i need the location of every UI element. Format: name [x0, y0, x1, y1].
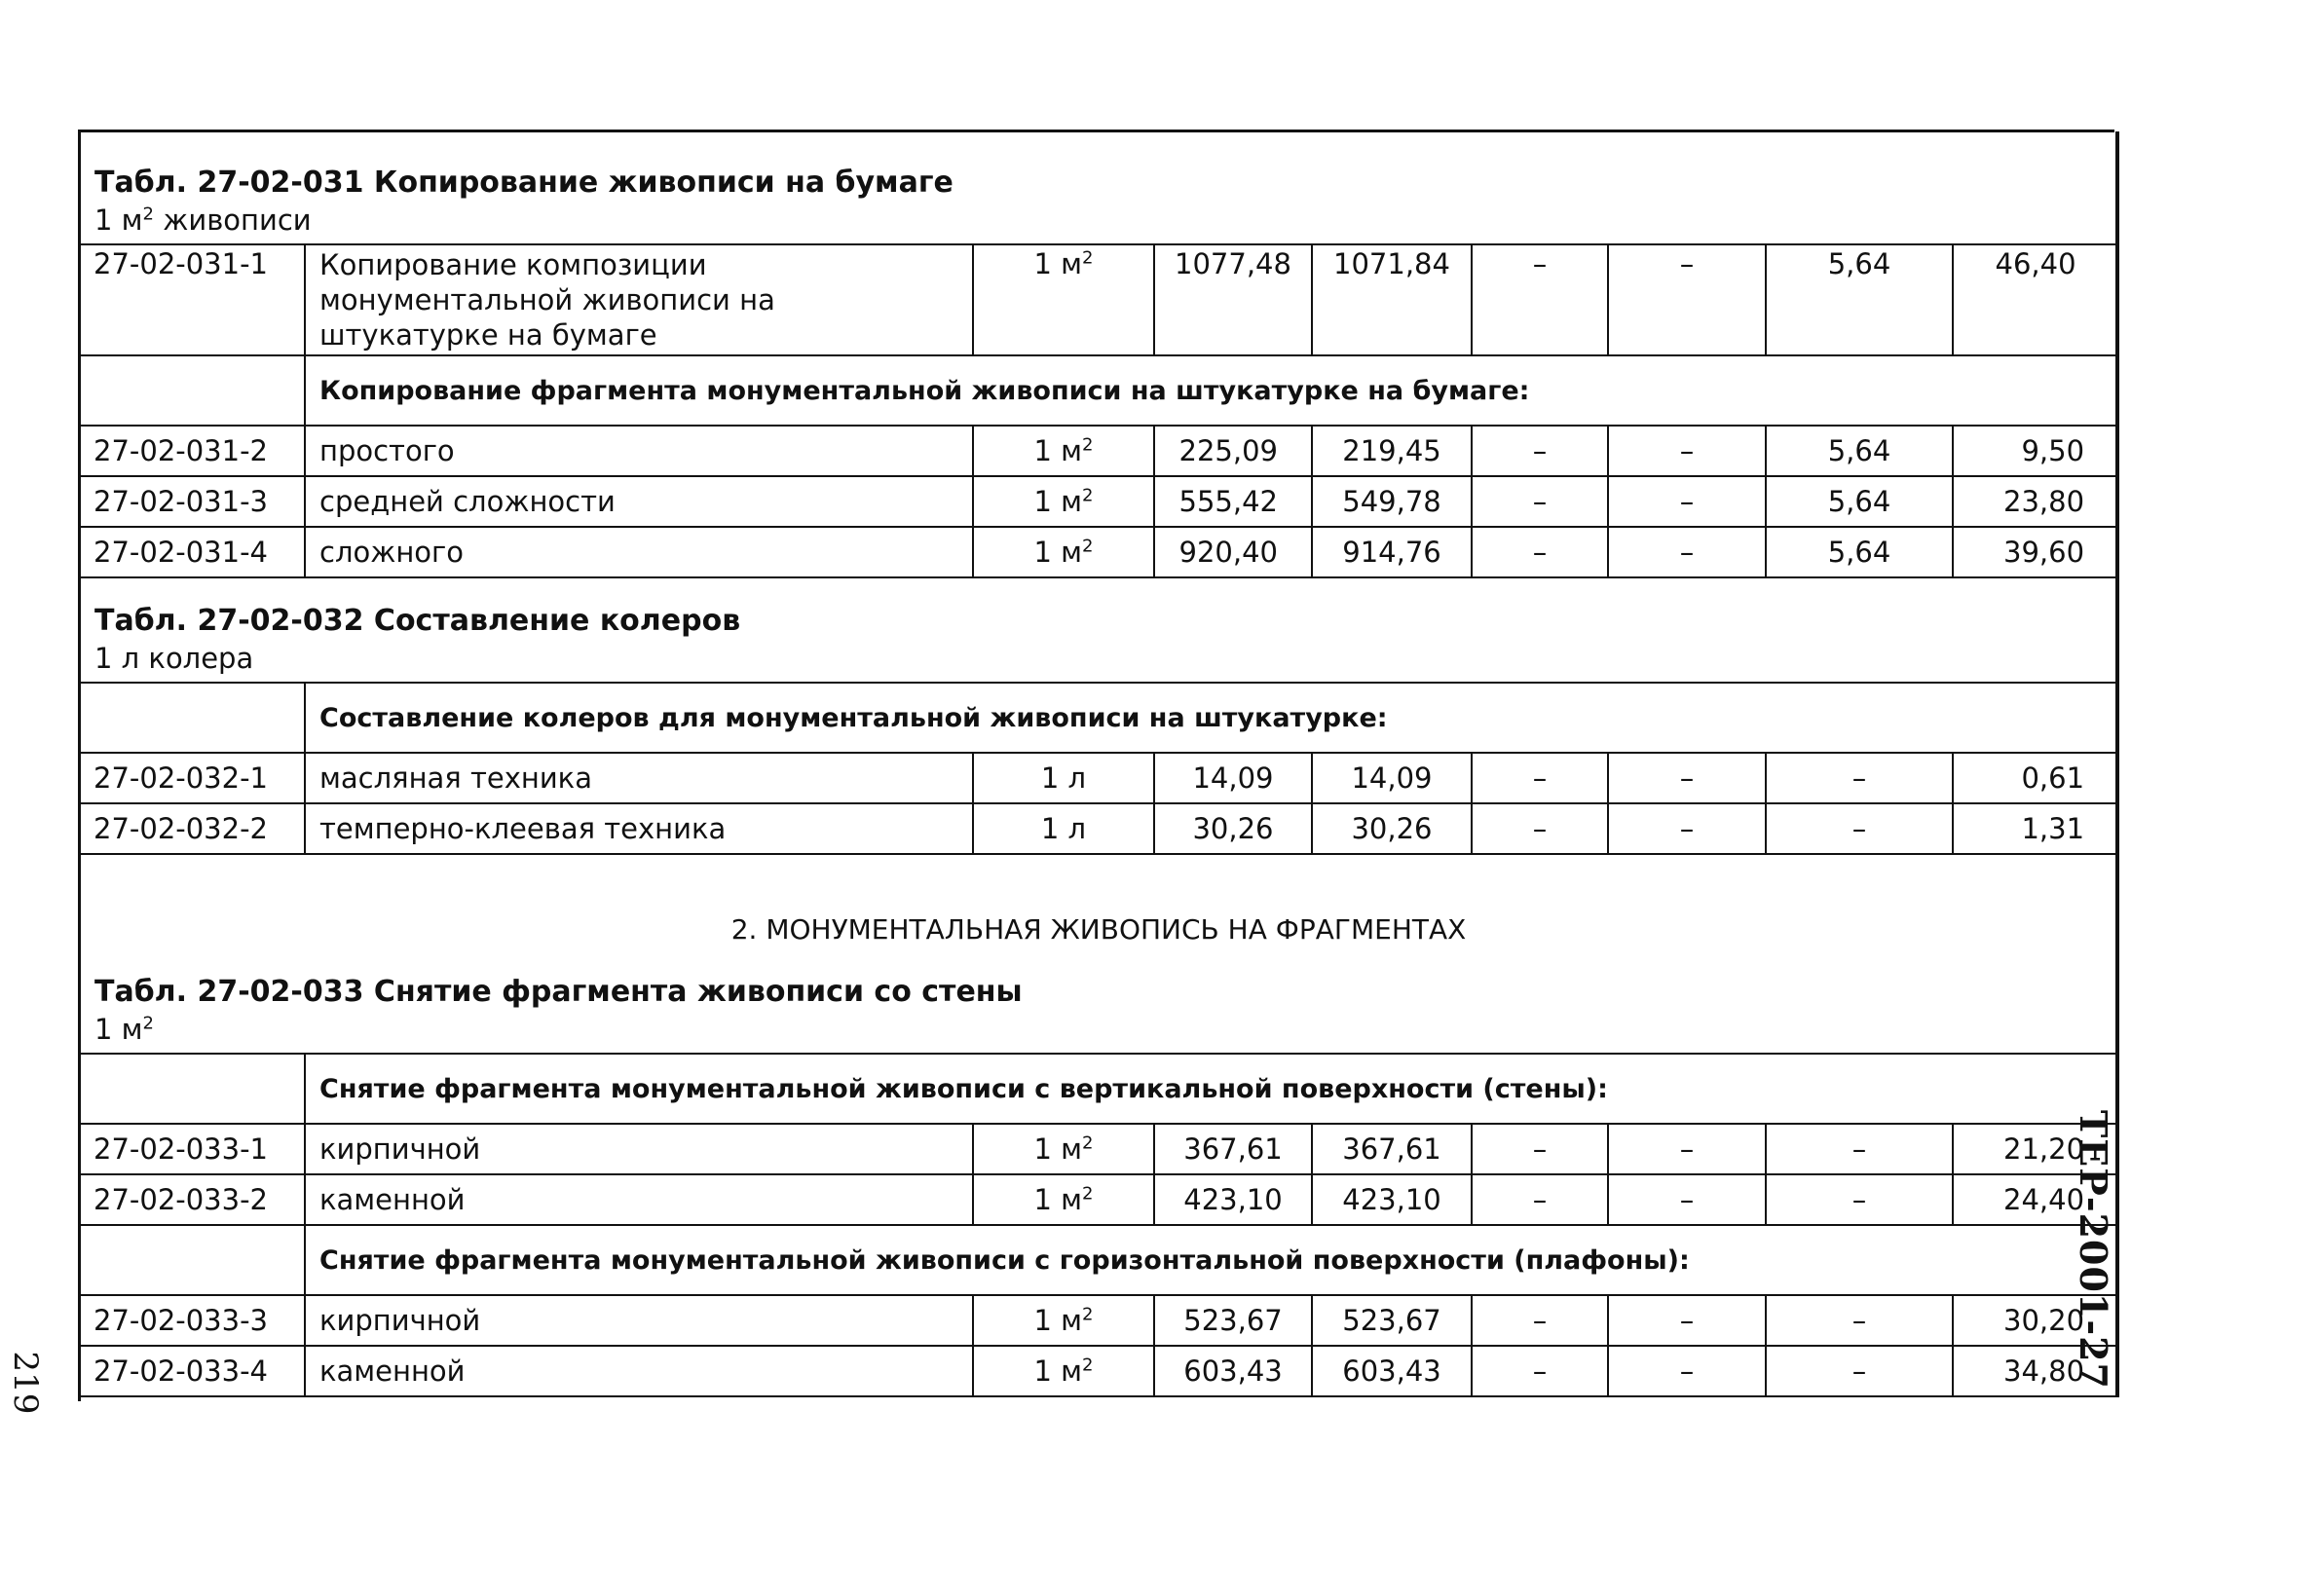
row-code: 27-02-032-1 — [79, 753, 305, 803]
row-code: 27-02-031-4 — [79, 527, 305, 577]
cell-labor: 30,20 — [1953, 1295, 2118, 1346]
row-name: темперно-клеевая техника — [305, 803, 973, 854]
cell-labor: 0,61 — [1953, 753, 2118, 803]
cell-labor: 39,60 — [1953, 527, 2118, 577]
row-unit: 1 $м^2$ — [973, 476, 1154, 527]
cell-machines: – — [1472, 1295, 1608, 1346]
table-subheading: Копирование фрагмента монументальной живописи на штукатурке на бумаге: — [305, 355, 2118, 426]
table-subheading: Составление колеров для монументальной живописи на штукатурке: — [305, 683, 2118, 753]
table-row — [79, 1346, 2118, 1396]
rates-table — [78, 156, 2119, 1397]
row-code: 27-02-032-2 — [79, 803, 305, 854]
cell-wages: 603,43 — [1312, 1346, 1472, 1396]
cell-total: 225,09 — [1154, 426, 1312, 476]
cell-total: 555,42 — [1154, 476, 1312, 527]
table-title: Табл. 27-02-031 Копирование живописи на бумаге — [94, 166, 953, 200]
table-row — [79, 527, 2118, 577]
row-name: каменной — [305, 1174, 973, 1225]
cell-machines: – — [1472, 1124, 1608, 1174]
table-subheading: Снятие фрагмента монументальной живописи с вертикальной поверхности (стены): — [305, 1054, 2118, 1124]
table-title-row — [79, 156, 2118, 244]
cell-wages: 523,67 — [1312, 1295, 1472, 1346]
cell-total: 30,26 — [1154, 803, 1312, 854]
row-code: 27-02-031-1 — [79, 244, 305, 355]
cell-materials: 5,64 — [1766, 426, 1953, 476]
row-name: кирпичной — [305, 1295, 973, 1346]
subheading-row — [79, 683, 2118, 753]
cell-wages: 367,61 — [1312, 1124, 1472, 1174]
cell-materials: – — [1766, 1124, 1953, 1174]
cell-machines: – — [1472, 1346, 1608, 1396]
cell-machinist-wages: – — [1608, 1174, 1766, 1225]
table-row — [79, 1174, 2118, 1225]
cell-machines: – — [1472, 803, 1608, 854]
cell-materials: – — [1766, 803, 1953, 854]
row-code: 27-02-031-2 — [79, 426, 305, 476]
table-subheading: Снятие фрагмента монументальной живописи с горизонтальной поверхности (плафоны): — [305, 1225, 2118, 1295]
table-row — [79, 803, 2118, 854]
cell-machinist-wages: – — [1608, 753, 1766, 803]
table-row — [79, 244, 2118, 355]
cell-materials: – — [1766, 1346, 1953, 1396]
cell-machinist-wages: – — [1608, 1124, 1766, 1174]
cell-materials: 5,64 — [1766, 476, 1953, 527]
row-name: сложного — [305, 527, 973, 577]
cell-total: 1077,48 — [1154, 244, 1312, 355]
row-code: 27-02-033-4 — [79, 1346, 305, 1396]
table-unit: 1 $м^2$ — [94, 1013, 154, 1046]
row-unit: 1 $м^2$ — [973, 527, 1154, 577]
table-title: Табл. 27-02-033 Снятие фрагмента живописи со стены — [94, 975, 1023, 1009]
cell-machinist-wages: – — [1608, 1346, 1766, 1396]
cell-labor: 1,31 — [1953, 803, 2118, 854]
row-unit: 1 $м^2$ — [973, 1295, 1154, 1346]
cell-machinist-wages: – — [1608, 476, 1766, 527]
table-row — [79, 476, 2118, 527]
cell-total: 14,09 — [1154, 753, 1312, 803]
row-name: простого — [305, 426, 973, 476]
cell-machinist-wages: – — [1608, 426, 1766, 476]
cell-wages: 423,10 — [1312, 1174, 1472, 1225]
cell-machinist-wages: – — [1608, 244, 1766, 355]
document-code: ТЕР-2001-27 — [2072, 1110, 2115, 1391]
row-code: 27-02-033-1 — [79, 1124, 305, 1174]
cell-total: 920,40 — [1154, 527, 1312, 577]
row-unit: 1 л — [973, 803, 1154, 854]
document-body — [78, 156, 2117, 1397]
cell-wages: 30,26 — [1312, 803, 1472, 854]
cell-labor: 23,80 — [1953, 476, 2118, 527]
cell-total: 523,67 — [1154, 1295, 1312, 1346]
row-code: 27-02-033-3 — [79, 1295, 305, 1346]
cell-materials: 5,64 — [1766, 244, 1953, 355]
cell-labor: 24,40 — [1953, 1174, 2118, 1225]
subheading-row — [79, 1225, 2118, 1295]
table-row — [79, 753, 2118, 803]
cell-machines: – — [1472, 753, 1608, 803]
table-title-row — [79, 577, 2118, 683]
table-row — [79, 426, 2118, 476]
cell-wages: 14,09 — [1312, 753, 1472, 803]
cell-machines: – — [1472, 476, 1608, 527]
table-unit: 1 л колера — [94, 642, 254, 675]
cell-labor: 34,80 — [1953, 1346, 2118, 1396]
cell-labor: 21,20 — [1953, 1124, 2118, 1174]
row-name: кирпичной — [305, 1124, 973, 1174]
row-unit: 1 $м^2$ — [973, 1124, 1154, 1174]
cell-materials: 5,64 — [1766, 527, 1953, 577]
table-title: Табл. 27-02-032 Составление колеров — [94, 604, 741, 638]
cell-materials: – — [1766, 1295, 1953, 1346]
cell-total: 423,10 — [1154, 1174, 1312, 1225]
cell-wages: 1071,84 — [1312, 244, 1472, 355]
cell-materials: – — [1766, 753, 1953, 803]
row-unit: 1 л — [973, 753, 1154, 803]
cell-machines: – — [1472, 527, 1608, 577]
page-number: 219 — [6, 1351, 45, 1415]
subheading-row — [79, 355, 2118, 426]
row-code: 27-02-031-3 — [79, 476, 305, 527]
row-unit: 1 $м^2$ — [973, 1346, 1154, 1396]
cell-materials: – — [1766, 1174, 1953, 1225]
subheading-row — [79, 1054, 2118, 1124]
row-unit: 1 $м^2$ — [973, 244, 1154, 355]
cell-wages: 914,76 — [1312, 527, 1472, 577]
row-name: средней сложности — [305, 476, 973, 527]
cell-total: 367,61 — [1154, 1124, 1312, 1174]
cell-machinist-wages: – — [1608, 803, 1766, 854]
cell-labor: 9,50 — [1953, 426, 2118, 476]
row-name: Копирование композиции монументальной живописи на штукатурке на бумаге — [305, 244, 973, 355]
cell-total: 603,43 — [1154, 1346, 1312, 1396]
table-row — [79, 1295, 2118, 1346]
cell-machines: – — [1472, 244, 1608, 355]
cell-wages: 219,45 — [1312, 426, 1472, 476]
table-unit: 1 $м^2$ живописи — [94, 204, 312, 237]
cell-machines: – — [1472, 1174, 1608, 1225]
cell-labor: 46,40 — [1953, 244, 2118, 355]
cell-wages: 549,78 — [1312, 476, 1472, 527]
row-unit: 1 $м^2$ — [973, 426, 1154, 476]
table-title-row — [79, 854, 2118, 1054]
row-name: каменной — [305, 1346, 973, 1396]
cell-machinist-wages: – — [1608, 527, 1766, 577]
section-heading: 2. МОНУМЕНТАЛЬНАЯ ЖИВОПИСЬ НА ФРАГМЕНТАХ — [730, 913, 1467, 946]
row-code: 27-02-033-2 — [79, 1174, 305, 1225]
cell-machinist-wages: – — [1608, 1295, 1766, 1346]
table-row — [79, 1124, 2118, 1174]
cell-machines: – — [1472, 426, 1608, 476]
row-name: масляная техника — [305, 753, 973, 803]
row-unit: 1 $м^2$ — [973, 1174, 1154, 1225]
